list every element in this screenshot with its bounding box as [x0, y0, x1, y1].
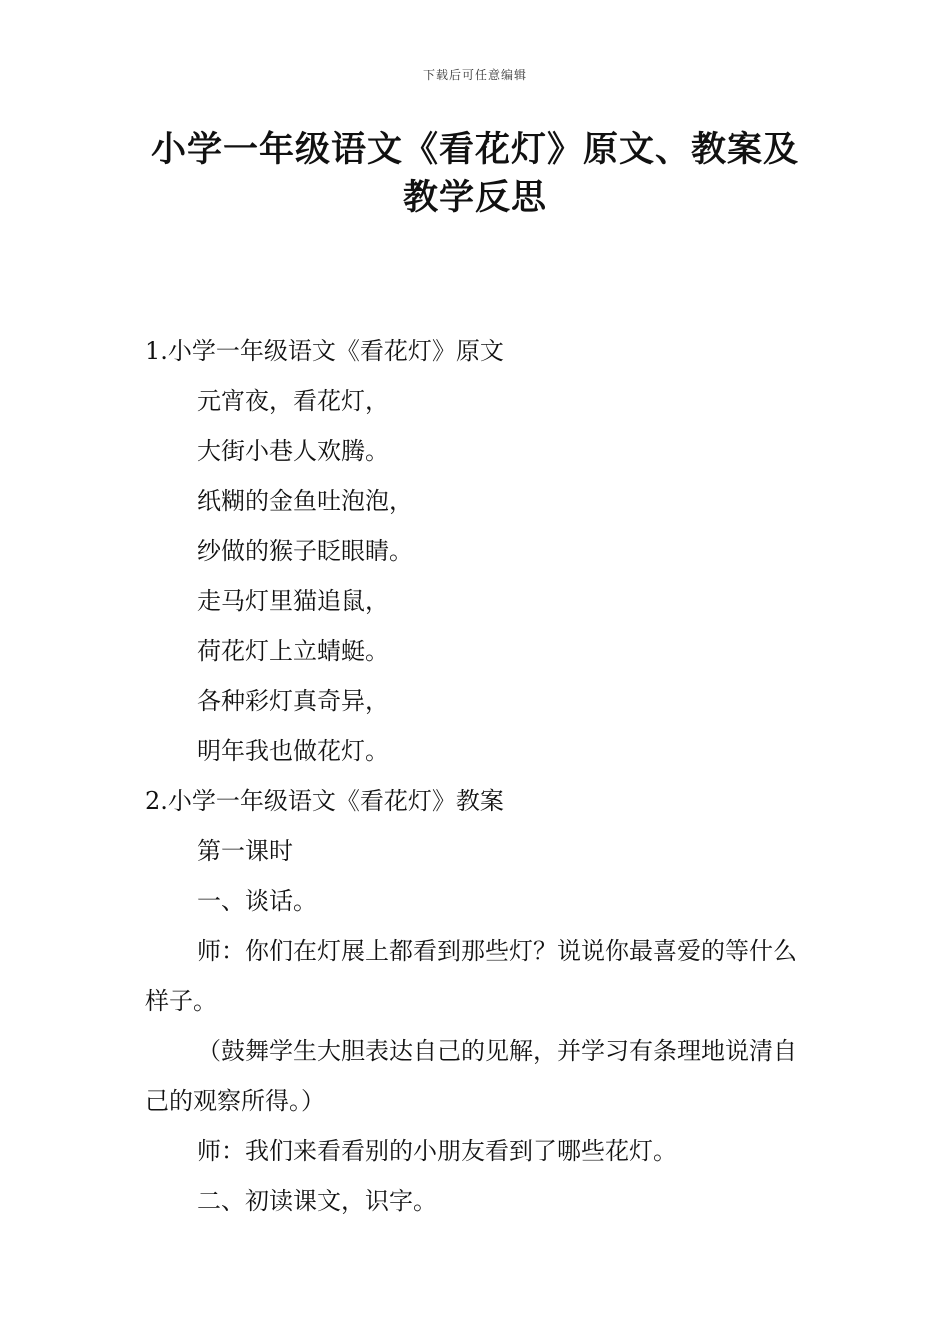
poem-line: 各种彩灯真奇异， — [197, 687, 389, 715]
paragraph-teacher-intro: 师：我们来看看别的小朋友看到了哪些花灯。 — [197, 1137, 677, 1165]
poem-line: 元宵夜，看花灯， — [197, 387, 389, 415]
title-line-2: 教学反思 — [402, 178, 547, 218]
paragraph-teaching-note: （鼓舞学生大胆表达自己的见解，并学习有条理地说清自己的观察所得。） — [145, 1037, 797, 1115]
lesson-label: 第一课时 — [197, 837, 293, 865]
paragraph-teacher-question: 师：你们在灯展上都看到那些灯？说说你最喜爱的等什么样子。 — [145, 937, 797, 1015]
poem-line: 大街小巷人欢腾。 — [197, 437, 389, 465]
poem — [145, 376, 810, 776]
poem-line: 荷花灯上立蜻蜓。 — [197, 637, 389, 665]
section-1-heading: 1.小学一年级语文《看花灯》原文 — [145, 337, 504, 365]
header-note: 下载后可任意编辑 — [422, 68, 527, 82]
section-2-heading: 2.小学一年级语文《看花灯》教案 — [145, 787, 504, 815]
poem-line: 纸糊的金鱼吐泡泡， — [197, 487, 413, 515]
document-title — [120, 126, 830, 222]
step-2-heading: 二、初读课文，识字。 — [197, 1187, 437, 1215]
title-line-1: 小学一年级语文《看花灯》原文、教案及 — [150, 130, 799, 170]
poem-line: 走马灯里猫追鼠， — [197, 587, 389, 615]
poem-line: 纱做的猴子眨眼睛。 — [197, 537, 413, 565]
step-1-heading: 一、谈话。 — [197, 887, 317, 915]
poem-line: 明年我也做花灯。 — [197, 737, 389, 765]
document-body — [145, 326, 810, 1226]
